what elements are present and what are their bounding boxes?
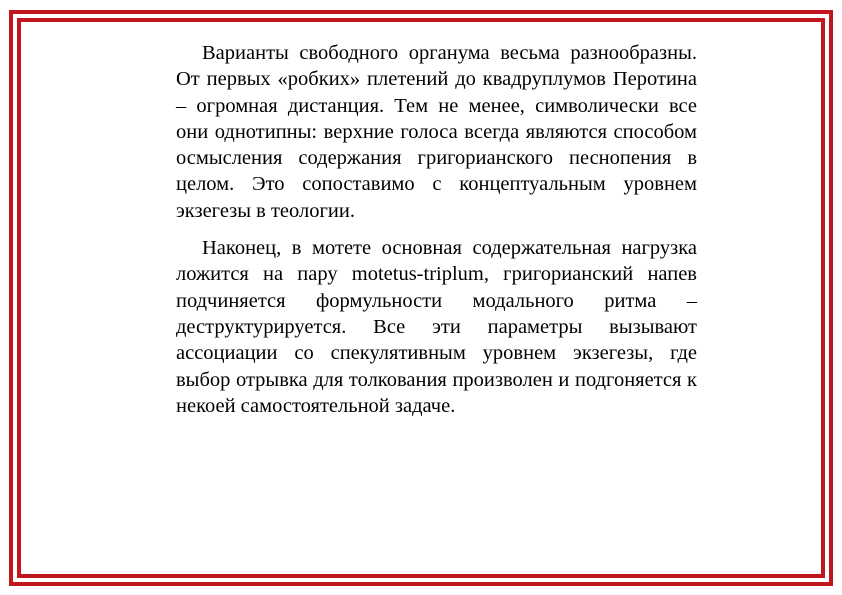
paragraph-motet: Наконец, в мотете основная содержательная нагрузка ложится на пару motetus-triplum, григорианский напев подчиняется формульности модального ритма – деструктурируется. Все эти параметры вызывают ассоциации со спекулятивным уровнем экзегезы, где выбор отрывка для толкования произволен и подгоняется к некоей самостоятельной задаче. bbox=[176, 237, 697, 417]
paragraph-organum: Варианты свободного органума весьма разнообразны. От первых «робких» плетений до квадруплумов Перотина – огромная дистанция. Тем не менее, символически все они однотипны: верхние голоса всегда являются способом осмысления содержания григорианского песнопения в целом. Это сопоставимо с концептуальным уровнем экзегезы в теологии. bbox=[176, 42, 697, 222]
text-body bbox=[176, 40, 697, 430]
